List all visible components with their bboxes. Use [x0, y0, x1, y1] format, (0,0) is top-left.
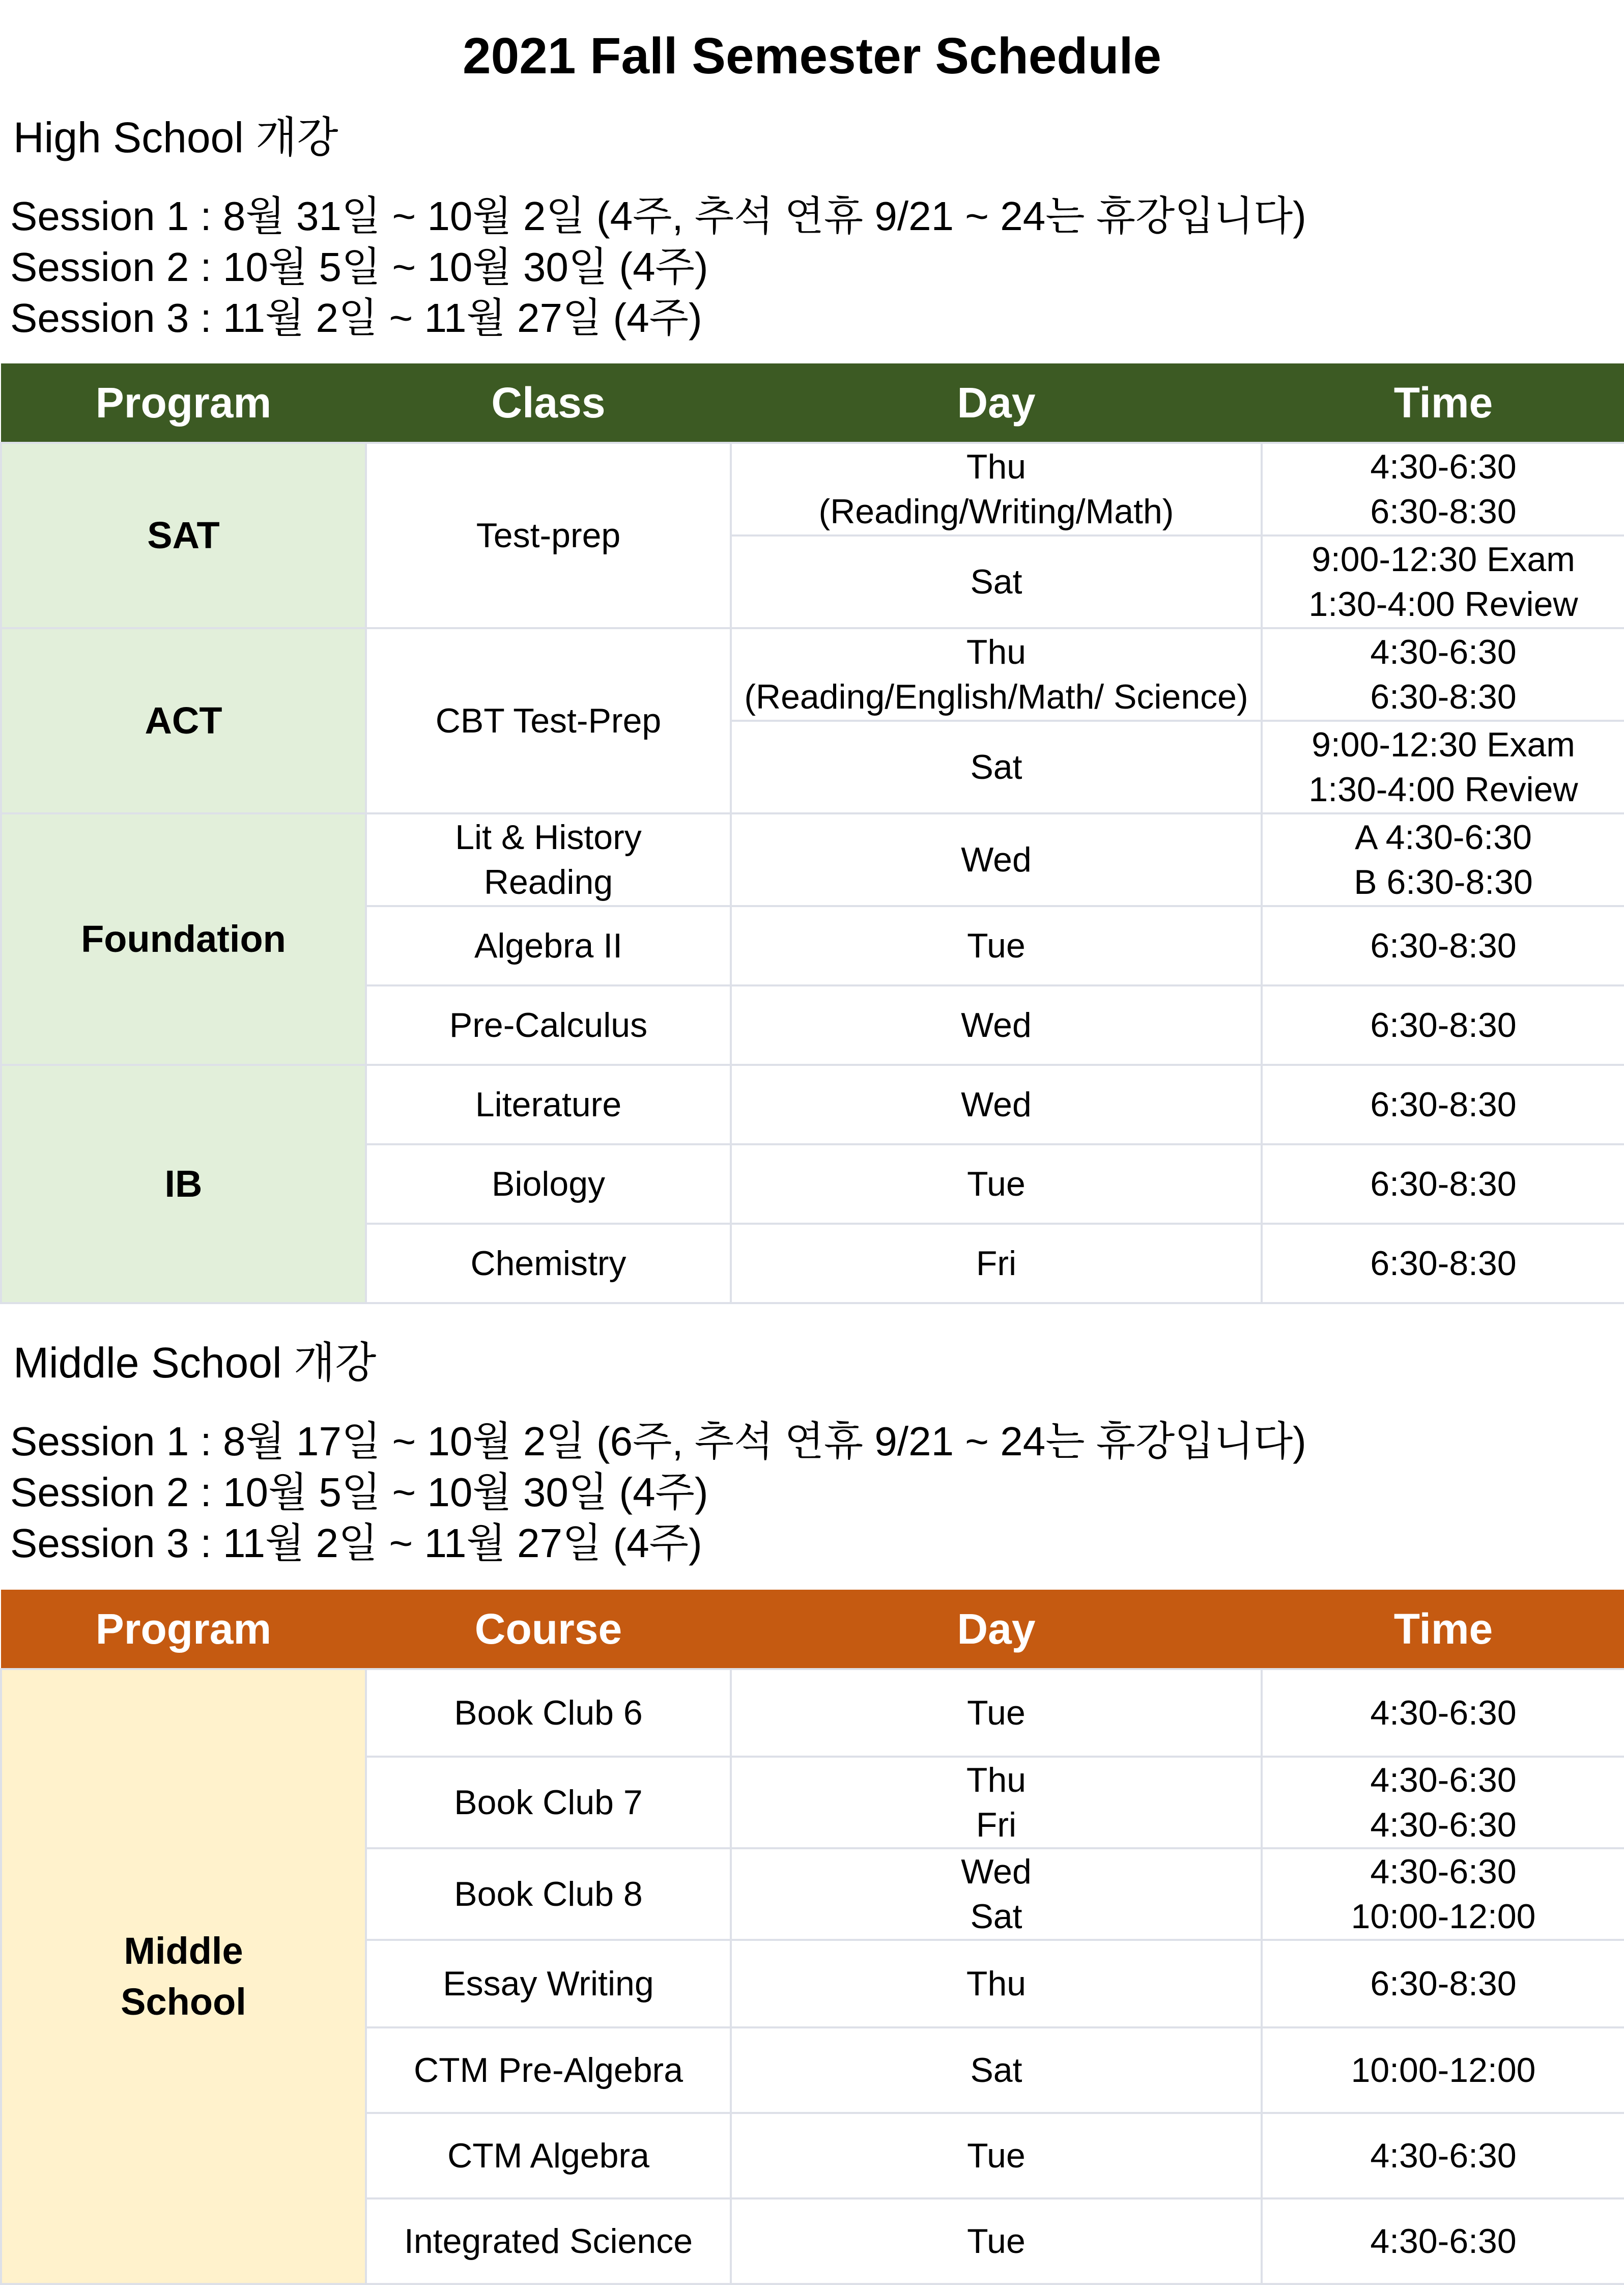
day-cell: Wed	[731, 1065, 1262, 1144]
high-school-heading: High School 개강	[13, 114, 338, 161]
column-header-time: Time	[1393, 378, 1493, 427]
program-cell-sat: SAT	[1, 443, 366, 628]
class-cell: Pre-Calculus	[366, 985, 731, 1065]
column-header-course: Course	[474, 1604, 622, 1653]
high-school-session-2: Session 2 : 10월 5일 ~ 10월 30일 (4주)	[10, 244, 708, 290]
day-cell: Fri	[731, 1224, 1262, 1303]
class-cell: Literature	[366, 1065, 731, 1144]
day-cell: Sat	[731, 2027, 1262, 2113]
time-cell: 6:30-8:30	[1262, 985, 1624, 1065]
middle-school-session-3: Session 3 : 11월 2일 ~ 11월 27일 (4주)	[10, 1520, 702, 1566]
time-cell: 4:30-6:30 10:00-12:00	[1262, 1848, 1624, 1940]
program-cell-foundation: Foundation	[1, 813, 366, 1065]
column-header-class: Class	[491, 378, 606, 427]
time-cell: 4:30-6:30 6:30-8:30	[1262, 443, 1624, 535]
class-cell: Test-prep	[366, 443, 731, 628]
day-cell: Sat	[731, 721, 1262, 813]
middle-school-schedule-table	[0, 1590, 1624, 2285]
course-cell: Integrated Science	[366, 2198, 731, 2284]
table-row	[1, 1669, 1624, 1757]
time-cell: 6:30-8:30	[1262, 906, 1624, 985]
middle-school-sessions	[10, 1416, 1306, 1569]
time-cell: 4:30-6:30 4:30-6:30	[1262, 1757, 1624, 1848]
high-school-session-3: Session 3 : 11월 2일 ~ 11월 27일 (4주)	[10, 295, 702, 341]
course-cell: Book Club 7	[366, 1757, 731, 1848]
time-cell: 10:00-12:00	[1262, 2027, 1624, 2113]
program-cell-act: ACT	[1, 628, 366, 813]
class-cell: Algebra II	[366, 906, 731, 985]
time-cell: 4:30-6:30	[1262, 1669, 1624, 1757]
time-cell: 4:30-6:30 6:30-8:30	[1262, 628, 1624, 721]
high-school-session-1: Session 1 : 8월 31일 ~ 10월 2일 (4주, 추석 연휴 9/21 ~ 24는 휴강입니다)	[10, 193, 1306, 239]
high-school-sessions	[10, 191, 1306, 344]
column-header-program: Program	[95, 378, 272, 427]
column-header-time: Time	[1393, 1604, 1493, 1653]
course-cell: CTM Algebra	[366, 2113, 731, 2198]
day-cell: Tue	[731, 2113, 1262, 2198]
table-row	[1, 1065, 1624, 1144]
class-cell: CBT Test-Prep	[366, 628, 731, 813]
day-cell: Wed	[731, 985, 1262, 1065]
table-row	[1, 628, 1624, 721]
time-cell: 6:30-8:30	[1262, 1224, 1624, 1303]
time-cell: 9:00-12:30 Exam 1:30-4:00 Review	[1262, 721, 1624, 813]
column-header-program: Program	[95, 1604, 272, 1653]
table-row	[1, 813, 1624, 906]
middle-school-session-1: Session 1 : 8월 17일 ~ 10월 2일 (6주, 추석 연휴 9/21 ~ 24는 휴강입니다)	[10, 1419, 1306, 1464]
time-cell: 4:30-6:30	[1262, 2113, 1624, 2198]
page-title: 2021 Fall Semester Schedule	[463, 27, 1161, 84]
class-cell: Biology	[366, 1144, 731, 1224]
column-header-day: Day	[957, 378, 1036, 427]
program-cell-middle-school: Middle School	[1, 1669, 366, 2284]
day-cell: Tue	[731, 1144, 1262, 1224]
day-cell: Wed Sat	[731, 1848, 1262, 1940]
table-row	[1, 443, 1624, 535]
time-cell: 6:30-8:30	[1262, 1144, 1624, 1224]
day-cell: Wed	[731, 813, 1262, 906]
day-cell: Thu (Reading/English/Math/ Science)	[731, 628, 1262, 721]
high-school-schedule-table	[0, 363, 1624, 1304]
column-header-day: Day	[957, 1604, 1036, 1653]
class-cell: Chemistry	[366, 1224, 731, 1303]
middle-school-heading: Middle School 개강	[13, 1339, 377, 1387]
course-cell: Book Club 8	[366, 1848, 731, 1940]
time-cell: 6:30-8:30	[1262, 1940, 1624, 2027]
time-cell: A 4:30-6:30 B 6:30-8:30	[1262, 813, 1624, 906]
class-cell: Lit & History Reading	[366, 813, 731, 906]
course-cell: CTM Pre-Algebra	[366, 2027, 731, 2113]
day-cell: Tue	[731, 906, 1262, 985]
course-cell: Essay Writing	[366, 1940, 731, 2027]
course-cell: Book Club 6	[366, 1669, 731, 1757]
day-cell: Thu Fri	[731, 1757, 1262, 1848]
time-cell: 4:30-6:30	[1262, 2198, 1624, 2284]
table-header-row	[1, 1590, 1624, 1669]
day-cell: Thu	[731, 1940, 1262, 2027]
day-cell: Thu (Reading/Writing/Math)	[731, 443, 1262, 535]
time-cell: 9:00-12:30 Exam 1:30-4:00 Review	[1262, 535, 1624, 628]
day-cell: Sat	[731, 535, 1262, 628]
table-header-row	[1, 363, 1624, 443]
middle-school-session-2: Session 2 : 10월 5일 ~ 10월 30일 (4주)	[10, 1470, 708, 1515]
time-cell: 6:30-8:30	[1262, 1065, 1624, 1144]
program-cell-ib: IB	[1, 1065, 366, 1303]
day-cell: Tue	[731, 1669, 1262, 1757]
day-cell: Tue	[731, 2198, 1262, 2284]
